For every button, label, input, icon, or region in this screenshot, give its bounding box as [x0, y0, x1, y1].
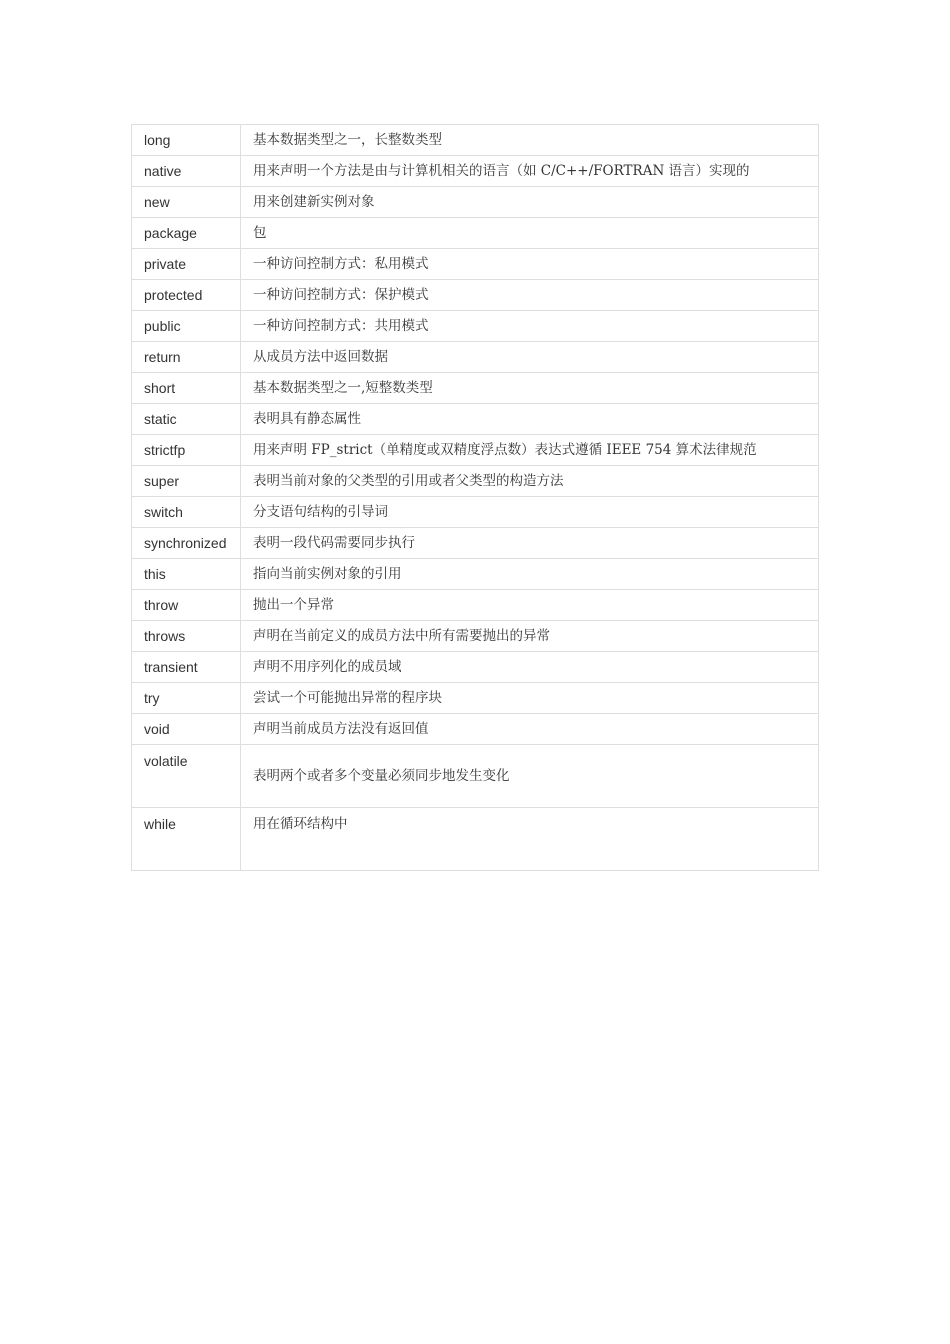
description-cell: 表明两个或者多个变量必须同步地发生变化 [241, 745, 819, 808]
table-row [132, 373, 819, 404]
keyword-cell: volatile [132, 745, 241, 808]
keyword-cell: new [132, 187, 241, 218]
keyword-cell: throw [132, 590, 241, 621]
table-row [132, 218, 819, 249]
keyword-cell: long [132, 125, 241, 156]
table-row [132, 621, 819, 652]
keyword-cell: super [132, 466, 241, 497]
description-cell: 表明当前对象的父类型的引用或者父类型的构造方法 [241, 466, 819, 497]
table-row [132, 280, 819, 311]
table-row [132, 808, 819, 871]
keyword-cell: public [132, 311, 241, 342]
description-cell: 表明具有静态属性 [241, 404, 819, 435]
keyword-cell: static [132, 404, 241, 435]
table-row [132, 466, 819, 497]
table-row [132, 497, 819, 528]
keyword-cell: short [132, 373, 241, 404]
description-cell: 基本数据类型之一,短整数类型 [241, 373, 819, 404]
table-row [132, 156, 819, 187]
table-row [132, 528, 819, 559]
keyword-cell: native [132, 156, 241, 187]
description-cell: 声明不用序列化的成员域 [241, 652, 819, 683]
table-row [132, 745, 819, 808]
table-row [132, 559, 819, 590]
description-cell: 包 [241, 218, 819, 249]
description-cell: 声明当前成员方法没有返回值 [241, 714, 819, 745]
keyword-cell: try [132, 683, 241, 714]
description-cell: 基本数据类型之一，长整数类型 [241, 125, 819, 156]
description-cell: 用在循环结构中 [241, 808, 819, 871]
description-cell: 从成员方法中返回数据 [241, 342, 819, 373]
description-cell: 一种访问控制方式：保护模式 [241, 280, 819, 311]
keyword-cell: strictfp [132, 435, 241, 466]
description-cell: 一种访问控制方式：共用模式 [241, 311, 819, 342]
keyword-cell: this [132, 559, 241, 590]
keyword-cell: synchronized [132, 528, 241, 559]
description-cell: 分支语句结构的引导词 [241, 497, 819, 528]
keyword-cell: void [132, 714, 241, 745]
keyword-cell: while [132, 808, 241, 871]
keyword-table [131, 124, 819, 871]
table-row [132, 435, 819, 466]
description-cell: 声明在当前定义的成员方法中所有需要抛出的异常 [241, 621, 819, 652]
table-row [132, 683, 819, 714]
table-row [132, 125, 819, 156]
description-cell: 表明一段代码需要同步执行 [241, 528, 819, 559]
description-cell: 用来声明一个方法是由与计算机相关的语言（如 C/C++/FORTRAN 语言）实现的 [241, 156, 819, 187]
table-row [132, 249, 819, 280]
table-row [132, 590, 819, 621]
table-row [132, 342, 819, 373]
description-cell: 抛出一个异常 [241, 590, 819, 621]
keyword-cell: private [132, 249, 241, 280]
table-row [132, 404, 819, 435]
table-row [132, 311, 819, 342]
description-cell: 指向当前实例对象的引用 [241, 559, 819, 590]
description-cell: 尝试一个可能抛出异常的程序块 [241, 683, 819, 714]
table-row [132, 714, 819, 745]
keyword-cell: throws [132, 621, 241, 652]
keyword-cell: transient [132, 652, 241, 683]
keyword-cell: switch [132, 497, 241, 528]
keyword-cell: return [132, 342, 241, 373]
keyword-cell: protected [132, 280, 241, 311]
table-row [132, 187, 819, 218]
description-cell: 用来声明 FP_strict（单精度或双精度浮点数）表达式遵循 IEEE 754 算术法律规范 [241, 435, 819, 466]
description-cell: 一种访问控制方式：私用模式 [241, 249, 819, 280]
description-cell: 用来创建新实例对象 [241, 187, 819, 218]
keyword-cell: package [132, 218, 241, 249]
table-row [132, 652, 819, 683]
